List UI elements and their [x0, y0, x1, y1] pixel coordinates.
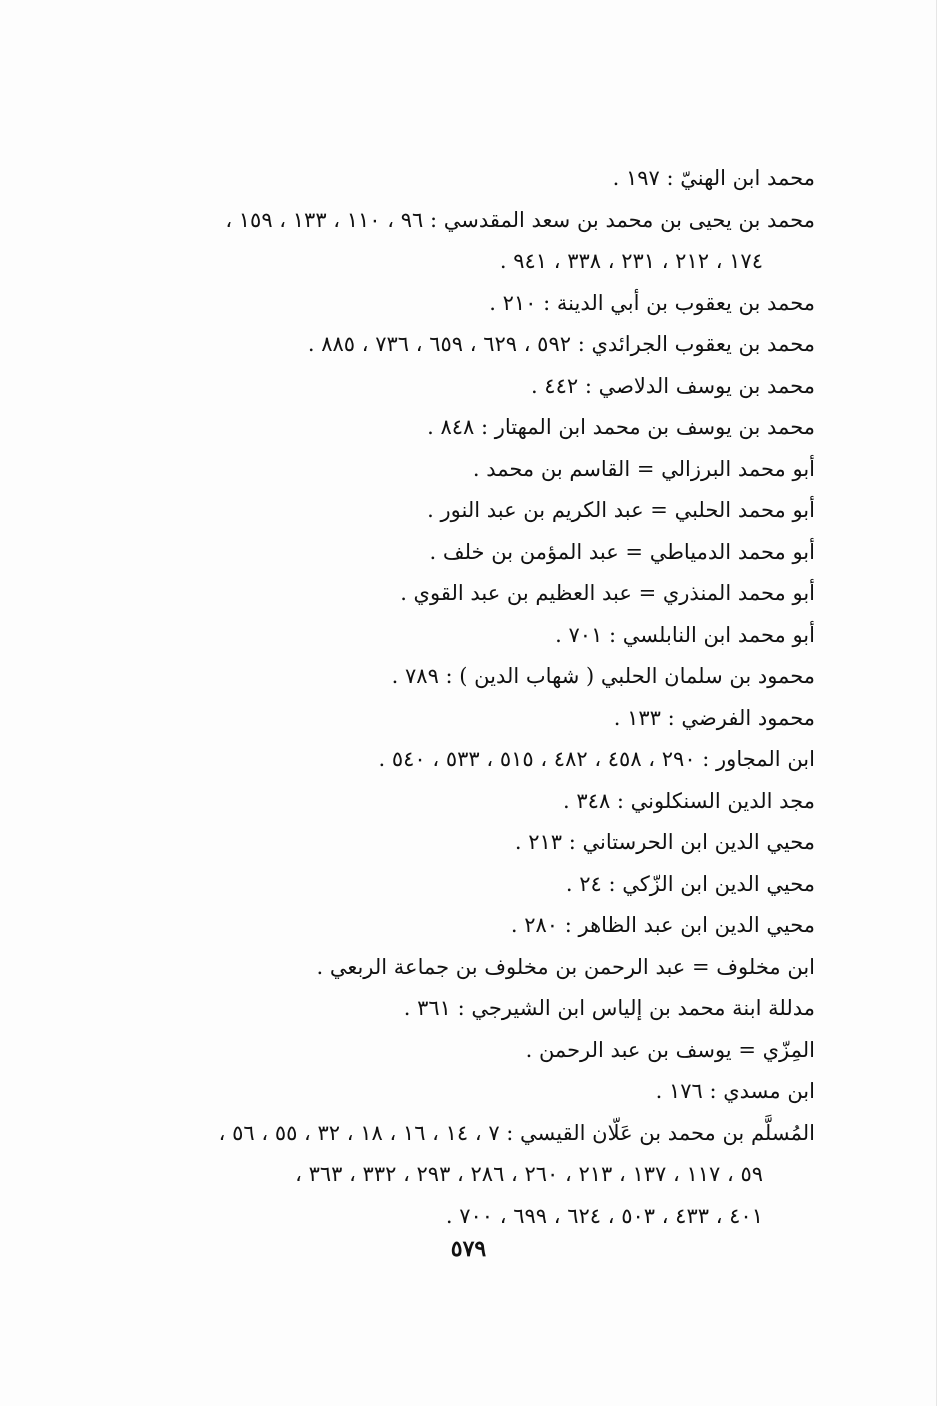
- index-entry: محمد ابن الهنيّ : ١٩٧ .: [612, 166, 815, 190]
- index-entry: مدللة ابنة محمد بن إلياس ابن الشيرجي : ٣٦١ .: [403, 996, 815, 1020]
- index-entry: محمد بن يوسف بن محمد ابن المهتار : ٨٤٨ .: [427, 415, 815, 439]
- index-entry: محمد بن يعقوب بن أبي الدينة : ٢١٠ .: [489, 290, 815, 315]
- index-entry: محيي الدين ابن الحرستاني : ٢١٣ .: [514, 830, 815, 854]
- index-entry: محمد بن يوسف الدلاصي : ٤٤٢ .: [530, 373, 815, 398]
- index-entry: محمود الفرضي : ١٣٣ .: [613, 705, 815, 730]
- index-entry: أبو محمد البرزالي = القاسم بن محمد .: [472, 456, 815, 481]
- index-entry-continuation: ٥٩ ، ١١٧ ، ١٣٧ ، ٢١٣ ، ٢٦٠ ، ٢٨٦ ، ٢٩٣ ، ٣٣٢ ، ٣٦٣ ،: [295, 1162, 763, 1186]
- index-entry: أبو محمد المنذري = عبد العظيم بن عبد القوي .: [400, 581, 815, 605]
- index-entry: أبو محمد الدمياطي = عبد المؤمن بن خلف .: [429, 539, 815, 564]
- index-entries: [135, 158, 815, 1237]
- index-entry: أبو محمد ابن النابلسي : ٧٠١ .: [555, 622, 815, 647]
- index-entry: المُسلَّم بن محمد بن عَلّان القيسي : ٧ ، ١٤ ، ١٦ ، ١٨ ، ٣٢ ، ٥٥ ، ٥٦ ،: [218, 1120, 815, 1145]
- index-entry: ابن المجاور : ٢٩٠ ، ٤٥٨ ، ٤٨٢ ، ٥١٥ ، ٥٣٣ ، ٥٤٠ .: [378, 747, 815, 771]
- index-entry: محيي الدين ابن الزّكي : ٢٤ .: [565, 871, 815, 896]
- index-entry-continuation: ١٧٤ ، ٢١٢ ، ٢٣١ ، ٣٣٨ ، ٩٤١ .: [499, 249, 763, 273]
- index-entry: ابن مسدي : ١٧٦ .: [655, 1079, 815, 1103]
- index-entry: محمود بن سلمان الحلبي ( شهاب الدين ) : ٧٨٩ .: [391, 664, 815, 688]
- index-entry: ابن مخلوف = عبد الرحمن بن مخلوف بن جماعة الربعي .: [316, 954, 815, 979]
- index-entry: المِزّي = يوسف بن عبد الرحمن .: [525, 1037, 815, 1062]
- index-entry: أبو محمد الحلبي = عبد الكريم بن عبد النور .: [427, 498, 815, 522]
- index-entry: محمد بن يحيى بن محمد بن سعد المقدسي : ٩٦ ، ١١٠ ، ١٣٣ ، ١٥٩ ،: [225, 207, 815, 232]
- index-entry: مجد الدين السنكلوني : ٣٤٨ .: [563, 788, 815, 813]
- index-entry-continuation: ٤٠١ ، ٤٣٣ ، ٥٠٣ ، ٦٢٤ ، ٦٩٩ ، ٧٠٠ .: [445, 1203, 763, 1228]
- index-entry: محمد بن يعقوب الجرائدي : ٥٩٢ ، ٦٢٩ ، ٦٥٩ ، ٧٣٦ ، ٨٨٥ .: [307, 332, 815, 356]
- page-number: ٥٧٩: [450, 1236, 487, 1262]
- index-entry: محيي الدين ابن عبد الظاهر : ٢٨٠ .: [510, 913, 815, 937]
